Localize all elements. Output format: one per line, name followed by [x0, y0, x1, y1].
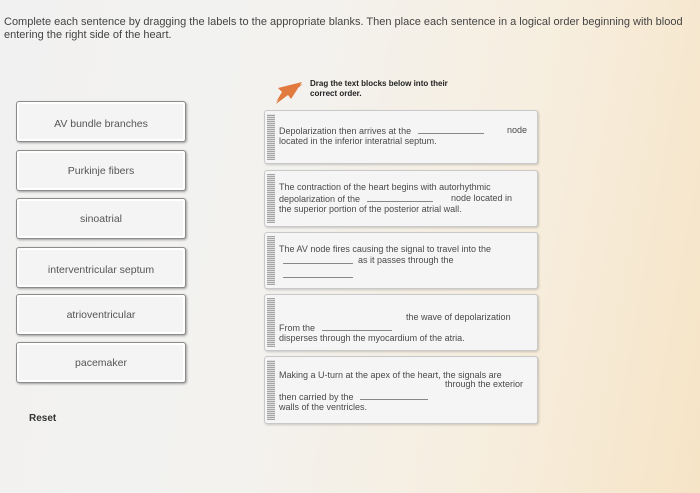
sentence-fragment: disperses through the myocardium of the atria.: [279, 333, 465, 343]
drag-handle-icon[interactable]: [267, 114, 275, 160]
drag-hint-line-1: Drag the text blocks below into their: [310, 79, 448, 88]
label-text: AV bundle branches: [54, 118, 148, 130]
instructions-text: Complete each sentence by dragging the labels to the appropriate blanks. Then place each sentence in a logical order beginning with blood entering the right side of the heart.: [4, 16, 683, 41]
drag-handle-icon[interactable]: [267, 236, 275, 285]
label-text: Purkinje fibers: [67, 165, 135, 177]
drag-handle-icon[interactable]: [267, 174, 275, 223]
sentence-block-av-node[interactable]: [264, 110, 538, 164]
sentence-fragment: located in the inferior interatrial septum.: [279, 136, 437, 146]
sentence-fragment: Making a U-turn at the apex of the heart, the signals are: [279, 370, 502, 380]
sentence-text: [279, 125, 531, 147]
drag-hint-line-2: correct order.: [310, 89, 362, 98]
label-text: pacemaker: [75, 357, 127, 369]
drag-handle-icon[interactable]: [267, 298, 275, 347]
label-av-bundle-branches[interactable]: [16, 101, 186, 142]
sentence-fragment: then carried by the: [279, 392, 354, 402]
sentence-block-ventricles[interactable]: [264, 356, 538, 424]
drop-blank[interactable]: [367, 193, 433, 202]
sentence-block-atria[interactable]: [264, 294, 538, 351]
label-purkinje-fibers[interactable]: [16, 150, 186, 191]
drag-hint-text: [310, 79, 480, 99]
label-text: atrioventricular: [66, 309, 136, 321]
sentence-fragment: as it passes through the: [358, 255, 454, 265]
sentence-fragment: depolarization of the: [279, 194, 361, 204]
sentence-fragment: the superior portion of the posterior atrial wall.: [279, 204, 462, 214]
sentence-fragment: through the exterior: [445, 379, 524, 389]
drop-blank[interactable]: [283, 269, 353, 278]
sentence-text: [279, 312, 531, 344]
drop-blank[interactable]: [360, 391, 428, 400]
label-sinoatrial[interactable]: [16, 198, 186, 239]
sentence-fragment: the wave of depolarization: [406, 312, 511, 322]
sentence-fragment: Depolarization then arrives at the: [279, 126, 412, 136]
sentence-block-av-fires[interactable]: [264, 232, 538, 289]
sentence-fragment: walls of the ventricles.: [279, 402, 368, 412]
sentence-block-sa-node[interactable]: [264, 170, 538, 227]
drop-blank[interactable]: [418, 125, 484, 134]
sentence-fragment: node: [507, 125, 528, 135]
label-interventricular-septum[interactable]: [16, 247, 186, 288]
drop-blank[interactable]: [322, 322, 392, 331]
sentence-fragment: The contraction of the heart begins with autorhythmic: [279, 182, 491, 192]
sentence-text: [279, 370, 531, 413]
sentence-fragment: From the: [279, 323, 316, 333]
label-text: sinoatrial: [79, 213, 123, 225]
drag-arrow-icon: [274, 80, 304, 106]
sentence-fragment: The AV node fires causing the signal to travel into the: [279, 244, 491, 254]
drop-blank[interactable]: [283, 255, 353, 264]
drag-hint: [272, 78, 472, 108]
sentence-fragment: node located in: [451, 193, 513, 203]
reset-button[interactable]: Reset: [29, 413, 57, 424]
drag-handle-icon[interactable]: [267, 360, 275, 420]
sentence-text: [279, 244, 531, 280]
sentence-text: [279, 182, 531, 215]
label-text: interventricular septum: [47, 264, 155, 276]
label-atrioventricular[interactable]: [16, 294, 186, 335]
label-pacemaker[interactable]: [16, 342, 186, 383]
